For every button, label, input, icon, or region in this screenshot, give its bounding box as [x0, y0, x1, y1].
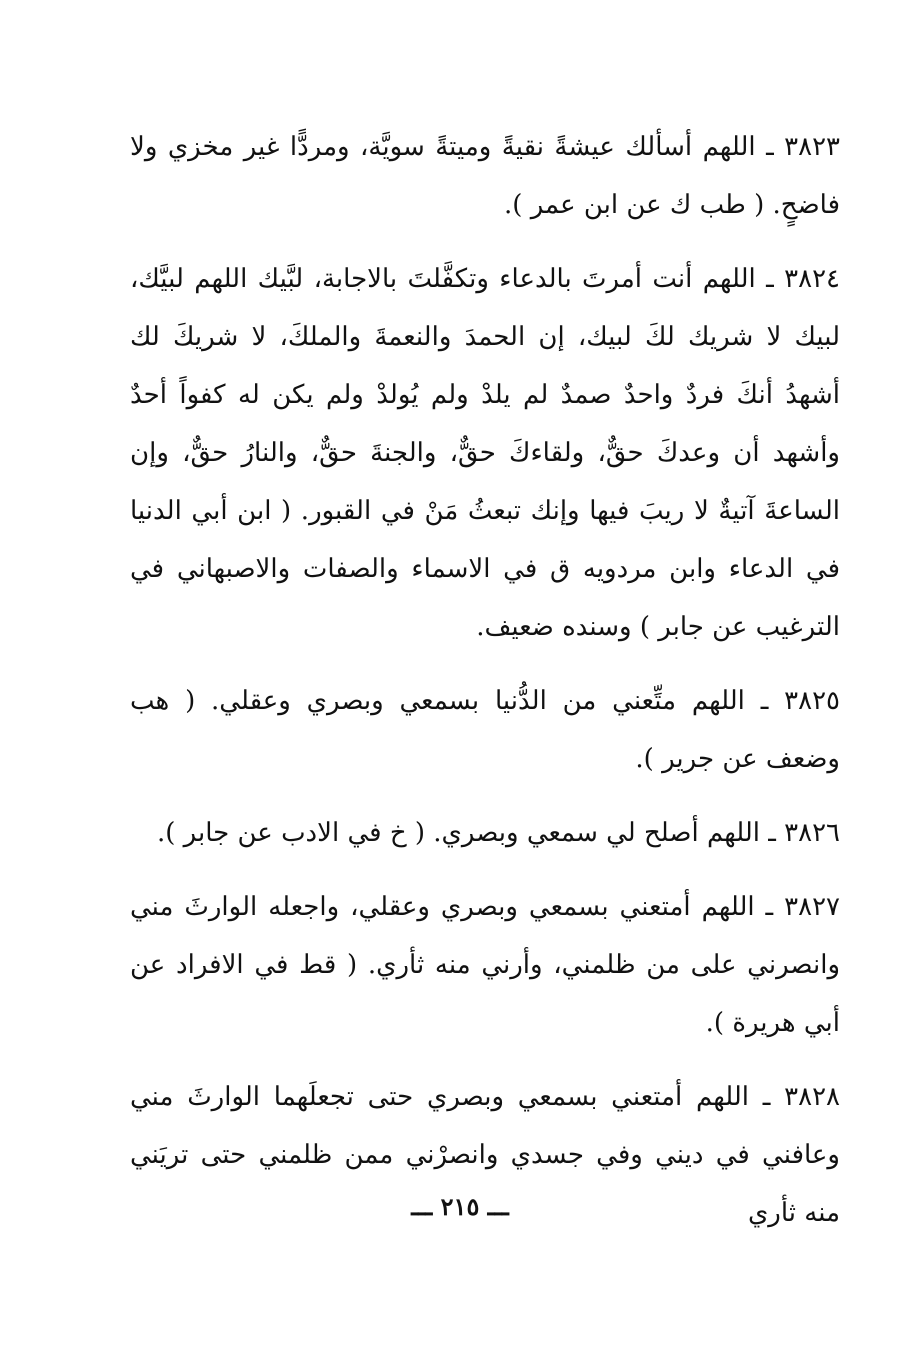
hadith-entry-3825: ٣٨٢٥ ـ اللهم متِّعني من الدُّنيا بسمعي وبصري وعقلي. ( هب وضعف عن جرير ).: [130, 686, 840, 774]
hadith-entry-3823: ٣٨٢٣ ـ اللهم أسألك عيشةً نقيةً وميتةً سويَّة، ومردًّا غير مخزي ولا فاضحٍ. ( طب ك عن ابن عمر ).: [130, 132, 840, 220]
main-text: [130, 118, 840, 1258]
hadith-entry-3826: ٣٨٢٦ ـ اللهم أصلح لي سمعي وبصري. ( خ في الادب عن جابر ).: [157, 818, 840, 848]
hadith-entry-3824: ٣٨٢٤ ـ اللهم أنت أمرتَ بالدعاء وتكفَّلتَ بالاجابة، لبَّيك اللهم لبيَّك، لبيك لا شريك لكَ لبيك، إن الحمدَ والنعمةَ والملكَ، لا شريكَ لك أشهدُ أنكَ فردٌ واحدٌ صمدٌ لم يلدْ ولم يُولدْ ولم يكن له كفواً أحدٌ وأشهد أن وعدكَ حقٌّ، ولقاءكَ حقٌّ، والجنةَ حقٌّ، والنارُ حقٌّ، وإن الساعةَ آتيةٌ لا ريبَ فيها وإنك تبعثُ مَنْ في القبور. ( ابن أبي الدنيا في الدعاء وابن مردويه ق في الاسماء والصفات والاصبهاني في الترغيب عن جابر ) وسنده ضعيف.: [130, 264, 840, 642]
page-number: ـــ ٢١٥ ـــ: [411, 1192, 509, 1221]
hadith-entry-3827: ٣٨٢٧ ـ اللهم أمتعني بسمعي وبصري وعقلي، واجعله الوارثَ مني وانصرني على من ظلمني، وأرني منه ثأري. ( قط في الافراد عن أبي هريرة ).: [130, 892, 840, 1038]
hadith-entry-3828: ٣٨٢٨ ـ اللهم أمتعني بسمعي وبصري حتى تجعلَهما الوارثَ مني وعافني في ديني وفي جسدي وانصرْني ممن ظلمني حتى تريَني منه ثأري: [130, 1082, 840, 1228]
